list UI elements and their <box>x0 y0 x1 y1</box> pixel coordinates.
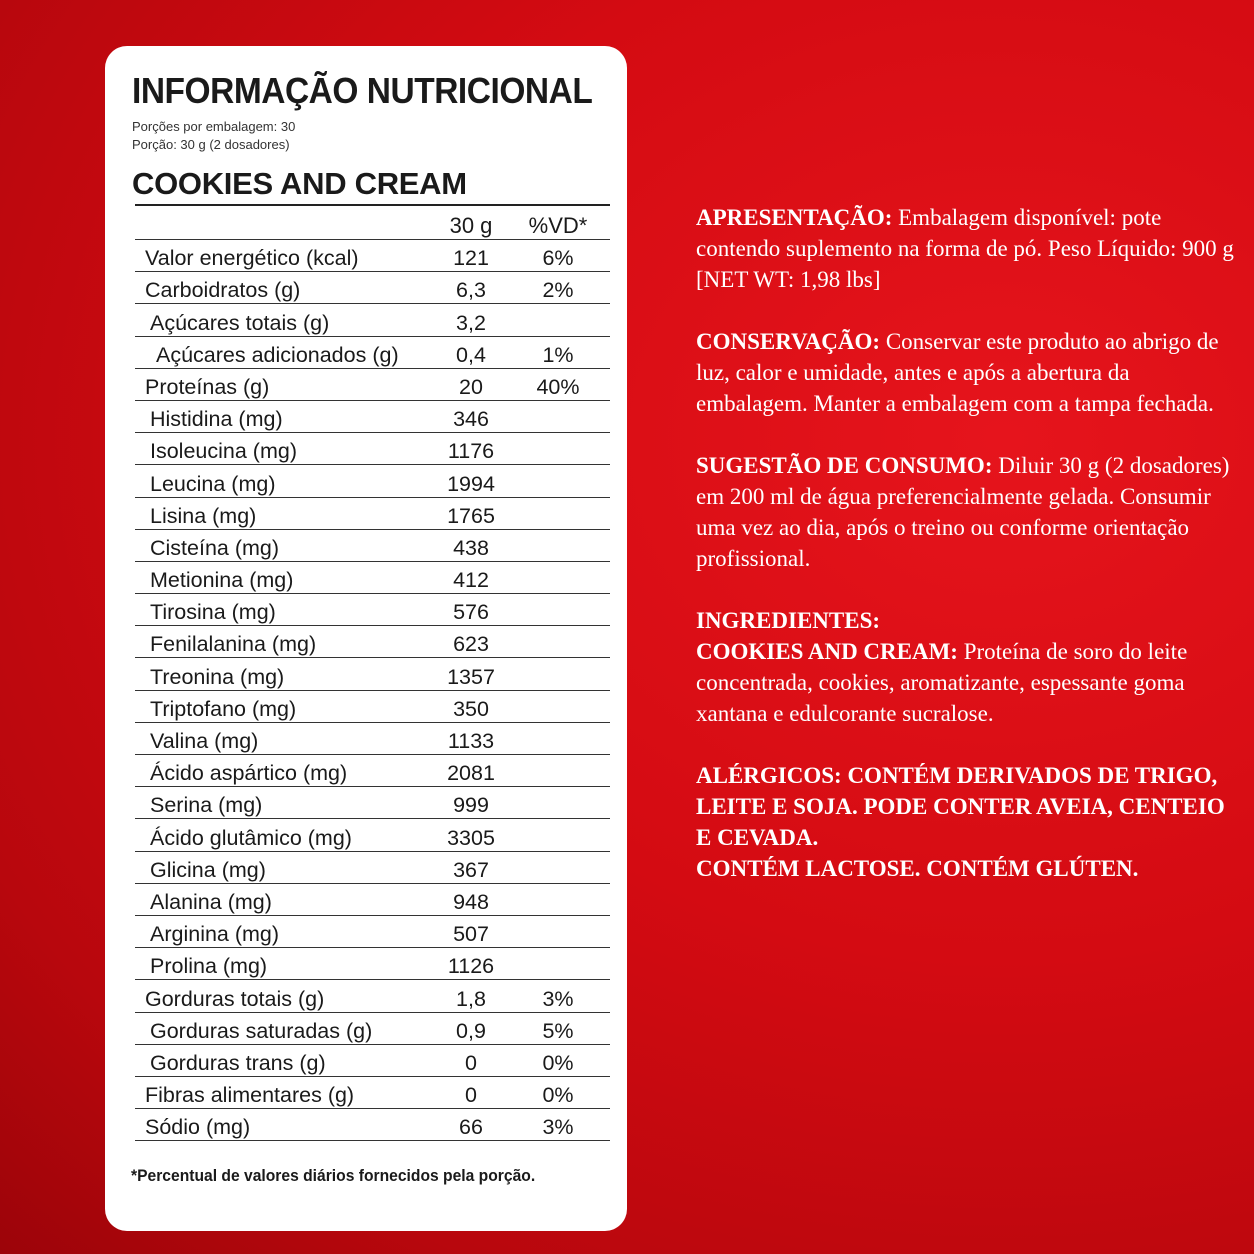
nutrition-facts-panel <box>105 46 627 1231</box>
nutrient-label: Açúcares totais (g) <box>135 304 436 336</box>
nutrient-amount: 1176 <box>436 433 506 465</box>
nutrient-daily-value <box>506 433 610 465</box>
nutrient-label: Ácido aspártico (mg) <box>135 755 436 787</box>
nutrient-amount: 576 <box>436 594 506 626</box>
table-header-row <box>135 205 610 240</box>
nutrient-label: Alanina (mg) <box>135 883 436 915</box>
nutrient-amount: 999 <box>436 787 506 819</box>
serving-size: Porção: 30 g (2 dosadores) <box>132 137 290 152</box>
nutrient-daily-value <box>506 722 610 754</box>
table-row <box>135 433 610 465</box>
table-row <box>135 594 610 626</box>
nutrient-daily-value <box>506 755 610 787</box>
table-row <box>135 336 610 368</box>
nutrient-daily-value: 0% <box>506 1076 610 1108</box>
nutrient-label: Metionina (mg) <box>135 561 436 593</box>
nutrient-label: Leucina (mg) <box>135 465 436 497</box>
nutrient-amount: 2081 <box>436 755 506 787</box>
nutrient-daily-value: 2% <box>506 272 610 304</box>
nutrient-daily-value: 0% <box>506 1044 610 1076</box>
nutrient-daily-value: 1% <box>506 336 610 368</box>
allergens-text: ALÉRGICOS: CONTÉM DERIVADOS DE TRIGO, LEITE E SOJA. PODE CONTER AVEIA, CENTEIO E CEVADA. <box>696 763 1225 850</box>
conservation-heading: CONSERVAÇÃO: <box>696 329 881 354</box>
table-row <box>135 755 610 787</box>
nutrient-daily-value <box>506 690 610 722</box>
nutrient-amount: 412 <box>436 561 506 593</box>
table-row <box>135 1076 610 1108</box>
nutrient-label: Tirosina (mg) <box>135 594 436 626</box>
table-row <box>135 690 610 722</box>
nutrient-daily-value <box>506 851 610 883</box>
table-row <box>135 722 610 754</box>
presentation-text: Embalagem disponível: pote contendo suplemento na forma de pó. Peso Líquido: 900 g [NET WT: 1,98 lbs] <box>696 205 1234 292</box>
nutrient-label: Fibras alimentares (g) <box>135 1076 436 1108</box>
nutrient-amount: 346 <box>436 400 506 432</box>
nutrition-title: INFORMAÇÃO NUTRICIONAL <box>132 70 593 111</box>
table-row <box>135 240 610 272</box>
nutrition-table <box>135 204 610 1141</box>
header-amount: 30 g <box>436 205 506 240</box>
header-daily-value: %VD* <box>506 205 610 240</box>
nutrient-daily-value <box>506 948 610 980</box>
product-info <box>696 202 1236 915</box>
table-row <box>135 1044 610 1076</box>
nutrient-amount: 350 <box>436 690 506 722</box>
nutrient-amount: 1133 <box>436 722 506 754</box>
servings-per-package: Porções por embalagem: 30 <box>132 119 296 134</box>
nutrient-daily-value <box>506 658 610 690</box>
nutrient-label: Carboidratos (g) <box>135 272 436 304</box>
table-row <box>135 948 610 980</box>
nutrient-label: Gorduras totais (g) <box>135 980 436 1012</box>
nutrient-daily-value: 40% <box>506 368 610 400</box>
ingredients-section <box>696 605 1236 729</box>
nutrient-label: Treonina (mg) <box>135 658 436 690</box>
nutrient-daily-value <box>506 497 610 529</box>
nutrient-daily-value: 3% <box>506 1109 610 1141</box>
nutrient-amount: 1126 <box>436 948 506 980</box>
table-row <box>135 658 610 690</box>
table-row <box>135 272 610 304</box>
table-row <box>135 787 610 819</box>
allergens-section <box>696 760 1236 884</box>
nutrient-label: Açúcares adicionados (g) <box>135 336 436 368</box>
nutrient-label: Gorduras trans (g) <box>135 1044 436 1076</box>
table-row <box>135 465 610 497</box>
conservation-text: Conservar este produto ao abrigo de luz, calor e umidade, antes e após a abertura da embalagem. Manter a embalagem com a tampa fechada. <box>696 329 1219 416</box>
flavor-name: COOKIES AND CREAM <box>132 166 467 201</box>
nutrient-amount: 0,9 <box>436 1012 506 1044</box>
nutrient-amount: 0,4 <box>436 336 506 368</box>
nutrient-daily-value <box>506 787 610 819</box>
nutrient-daily-value <box>506 529 610 561</box>
table-row <box>135 915 610 947</box>
nutrient-label: Proteínas (g) <box>135 368 436 400</box>
nutrient-label: Valor energético (kcal) <box>135 240 436 272</box>
nutrient-amount: 6,3 <box>436 272 506 304</box>
nutrient-label: Prolina (mg) <box>135 948 436 980</box>
nutrient-daily-value <box>506 561 610 593</box>
nutrient-amount: 1,8 <box>436 980 506 1012</box>
nutrient-label: Valina (mg) <box>135 722 436 754</box>
nutrient-daily-value: 6% <box>506 240 610 272</box>
table-row <box>135 1012 610 1044</box>
nutrient-label: Isoleucina (mg) <box>135 433 436 465</box>
nutrient-amount: 0 <box>436 1076 506 1108</box>
nutrient-amount: 507 <box>436 915 506 947</box>
table-row <box>135 819 610 851</box>
conservation-section <box>696 326 1236 419</box>
lactose-gluten-text: CONTÉM LACTOSE. CONTÉM GLÚTEN. <box>696 856 1139 881</box>
presentation-section <box>696 202 1236 295</box>
nutrient-daily-value <box>506 304 610 336</box>
table-row <box>135 497 610 529</box>
nutrient-label: Lisina (mg) <box>135 497 436 529</box>
footnote: *Percentual de valores diários fornecidos pela porção. <box>131 1166 536 1185</box>
table-row <box>135 561 610 593</box>
table-row <box>135 400 610 432</box>
nutrient-daily-value <box>506 626 610 658</box>
table-row <box>135 851 610 883</box>
nutrient-amount: 0 <box>436 1044 506 1076</box>
table-row <box>135 368 610 400</box>
nutrient-label: Glicina (mg) <box>135 851 436 883</box>
usage-text: Diluir 30 g (2 dosadores) em 200 ml de água preferencialmente gelada. Consumir uma vez ao dia, após o treino ou conforme orientação profissional. <box>696 453 1230 571</box>
header-label <box>135 205 436 240</box>
ingredients-text: Proteína de soro do leite concentrada, cookies, aromatizante, espessante goma xantana e edulcorante sucralose. <box>696 639 1188 726</box>
nutrient-amount: 367 <box>436 851 506 883</box>
nutrient-amount: 20 <box>436 368 506 400</box>
usage-heading: SUGESTÃO DE CONSUMO: <box>696 453 993 478</box>
presentation-heading: APRESENTAÇÃO: <box>696 205 893 230</box>
nutrient-amount: 66 <box>436 1109 506 1141</box>
ingredients-flavor-label: COOKIES AND CREAM: <box>696 639 958 664</box>
table-row <box>135 1109 610 1141</box>
nutrient-daily-value: 5% <box>506 1012 610 1044</box>
nutrient-daily-value <box>506 915 610 947</box>
nutrient-amount: 1357 <box>436 658 506 690</box>
table-row <box>135 529 610 561</box>
table-row <box>135 980 610 1012</box>
nutrient-label: Ácido glutâmico (mg) <box>135 819 436 851</box>
ingredients-heading: INGREDIENTES: <box>696 608 881 633</box>
nutrient-label: Cisteína (mg) <box>135 529 436 561</box>
nutrient-amount: 1994 <box>436 465 506 497</box>
nutrient-daily-value <box>506 883 610 915</box>
nutrient-label: Serina (mg) <box>135 787 436 819</box>
nutrient-daily-value <box>506 819 610 851</box>
nutrient-amount: 623 <box>436 626 506 658</box>
table-row <box>135 883 610 915</box>
nutrient-amount: 1765 <box>436 497 506 529</box>
nutrient-label: Fenilalanina (mg) <box>135 626 436 658</box>
nutrient-label: Arginina (mg) <box>135 915 436 947</box>
nutrient-label: Triptofano (mg) <box>135 690 436 722</box>
table-row <box>135 304 610 336</box>
nutrient-amount: 121 <box>436 240 506 272</box>
nutrient-daily-value <box>506 400 610 432</box>
nutrient-amount: 3305 <box>436 819 506 851</box>
table-row <box>135 626 610 658</box>
nutrient-label: Sódio (mg) <box>135 1109 436 1141</box>
nutrient-amount: 948 <box>436 883 506 915</box>
nutrient-daily-value <box>506 594 610 626</box>
nutrient-amount: 438 <box>436 529 506 561</box>
nutrient-daily-value: 3% <box>506 980 610 1012</box>
usage-section <box>696 450 1236 574</box>
nutrient-label: Gorduras saturadas (g) <box>135 1012 436 1044</box>
nutrient-daily-value <box>506 465 610 497</box>
nutrient-label: Histidina (mg) <box>135 400 436 432</box>
nutrient-amount: 3,2 <box>436 304 506 336</box>
